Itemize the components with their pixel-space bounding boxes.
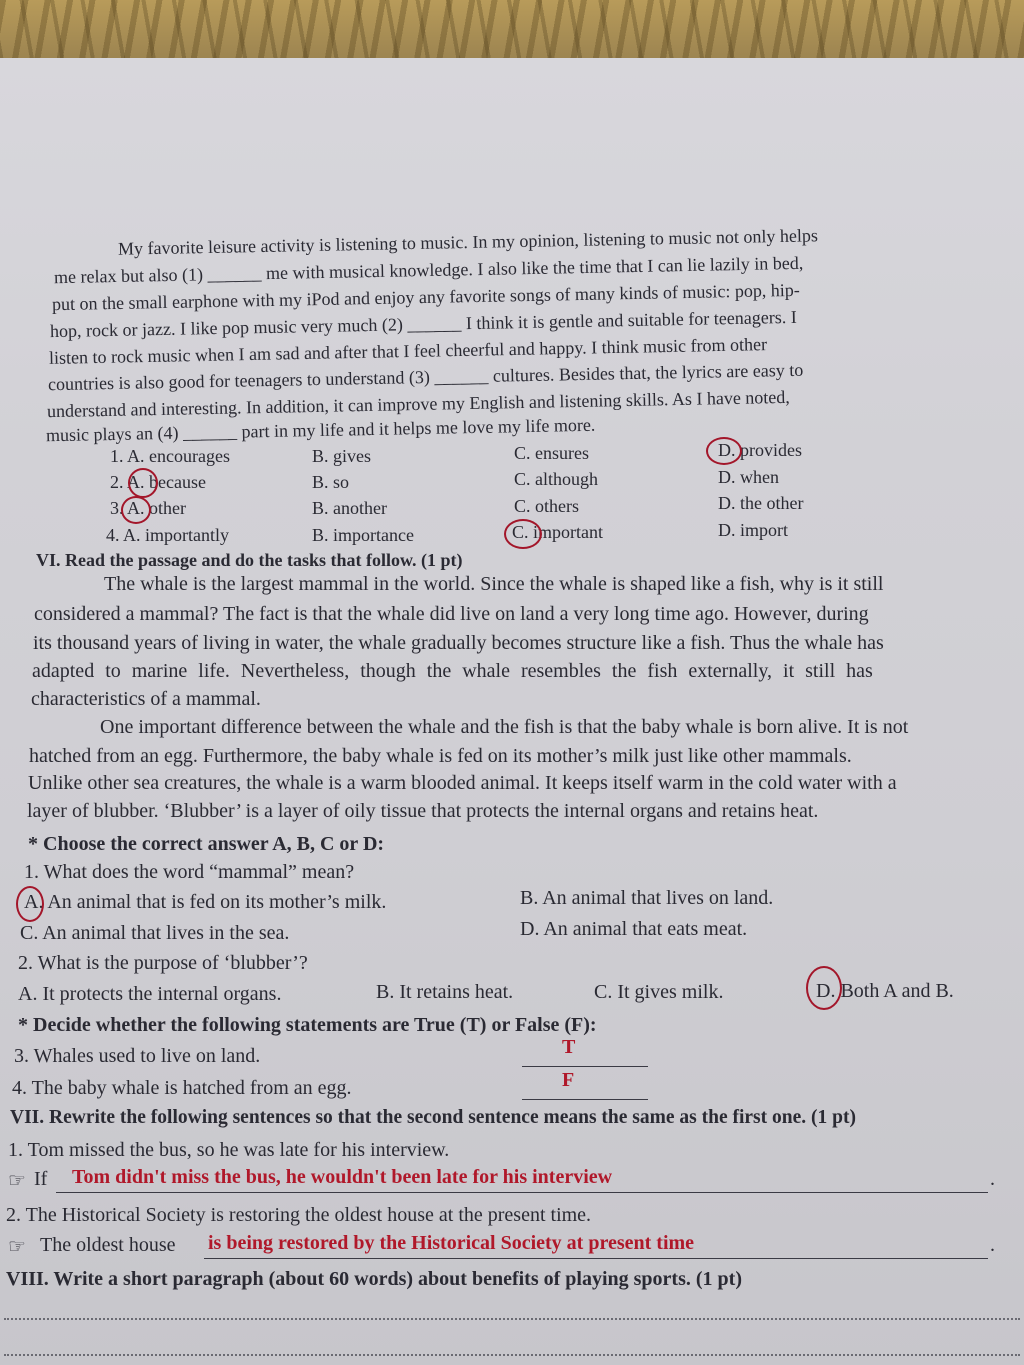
section6-line-6: One important difference between the whale and the fish is that the baby whale is born alive. It is not <box>100 716 909 738</box>
passage1-line-6: countries is also good for teenagers to understand (3) ______ cultures. Besides that, the lyrics are easy to <box>47 359 804 395</box>
rewrite-sentence-2: 2. The Historical Society is restoring the oldest house at the present time. <box>6 1204 592 1226</box>
section6-line-3: its thousand years of living in water, the whale gradually becomes structure like a fish. Thus the whale has <box>33 632 884 654</box>
rewrite-2-line <box>204 1258 988 1259</box>
section8-heading: VIII. Write a short paragraph (about 60 words) about benefits of playing sports. (1 pt) <box>6 1268 742 1290</box>
mcq-2-d: D. when <box>718 467 779 487</box>
question-1-c: C. An animal that lives in the sea. <box>20 922 290 944</box>
question-2-a: A. It protects the internal organs. <box>18 983 282 1005</box>
rewrite-1-answer: Tom didn't miss the bus, he wouldn't been late for his interview <box>72 1166 613 1188</box>
writing-line-1 <box>4 1318 1020 1320</box>
passage1-line-1: My favorite leisure activity is listening to music. In my opinion, listening to music not only helps <box>117 225 819 259</box>
rewrite-sentence-1: 1. Tom missed the bus, so he was late for his interview. <box>8 1139 450 1161</box>
mcq-2-c: C. although <box>514 469 598 489</box>
section6-line-5: characteristics of a mammal. <box>31 688 261 710</box>
answer-4: F <box>562 1069 575 1091</box>
section6-line-1: The whale is the largest mammal in the world. Since the whale is shaped like a fish, why is it still <box>104 573 884 595</box>
answer-3: T <box>562 1036 576 1058</box>
section7-heading: VII. Rewrite the following sentences so that the second sentence means the same as the first one. (1 pt) <box>10 1107 856 1128</box>
answer-4-line <box>522 1099 648 1100</box>
section6-line-9: layer of blubber. ‘Blubber’ is a layer of oily tissue that protects the internal organs and retains heat. <box>27 800 819 822</box>
pointing-hand-icon-2: ☞ <box>8 1236 26 1258</box>
answer-circle-q2d <box>806 966 842 1010</box>
rewrite-2-answer: is being restored by the Historical Society at present time <box>208 1232 695 1254</box>
mcq-3-c: C. others <box>514 496 579 516</box>
passage1-line-3: put on the small earphone with my iPod and enjoy any favorite songs of many kinds of music: pop, hip- <box>51 279 801 315</box>
question-1-a: A. An animal that is fed on its mother’s milk. <box>24 891 387 913</box>
mcq-3-b: B. another <box>312 498 387 518</box>
passage1-line-7: understand and interesting. In addition, it can improve my English and listening skills. As I have noted, <box>46 386 791 422</box>
section6-line-4: adapted to marine life. Nevertheless, though the whale resembles the fish externally, it still has <box>32 660 873 682</box>
passage1-line-8: music plays an (4) ______ part in my life and it helps me love my life more. <box>45 414 596 446</box>
question-2-b: B. It retains heat. <box>376 981 514 1003</box>
mcq-3-a: 3. A. other <box>110 498 186 518</box>
passage1-line-2: me relax but also (1) ______ me with musical knowledge. I also like the time that I can lie lazily in bed, <box>53 252 804 288</box>
mcq-1-a: 1. A. encourages <box>110 446 230 466</box>
writing-line-2 <box>4 1354 1020 1356</box>
mcq-2-a: 2. A. because <box>110 472 206 492</box>
question-1: 1. What does the word “mammal” mean? <box>24 861 355 883</box>
question-2-c: C. It gives milk. <box>594 981 724 1003</box>
mcq-4-a: 4. A. importantly <box>106 525 229 545</box>
question-2-d: D. Both A and B. <box>816 980 954 1002</box>
woven-mat-background <box>0 0 1024 62</box>
rewrite-1-line <box>56 1192 988 1193</box>
choose-heading: * Choose the correct answer A, B, C or D: <box>28 833 385 855</box>
mcq-3-d: D. the other <box>718 493 804 513</box>
mcq-1-c: C. ensures <box>514 443 589 463</box>
passage1-line-4: hop, rock or jazz. I like pop music very much (2) ______ I think it is gentle and suitable for teenagers. I <box>49 306 797 342</box>
section6-line-8: Unlike other sea creatures, the whale is a warm blooded animal. It keeps itself warm in the cold water with a <box>28 772 897 794</box>
section6-line-2: considered a mammal? The fact is that the whale did live on land a very long time ago. However, during <box>34 603 869 625</box>
answer-circle-q1a <box>16 886 44 922</box>
section6-line-7: hatched from an egg. Furthermore, the baby whale is fed on its mother’s milk just like other mammals. <box>29 745 852 767</box>
answer-circle-2a <box>128 468 158 498</box>
rewrite-1-period: . <box>990 1168 995 1190</box>
mcq-1-b: B. gives <box>312 446 372 466</box>
answer-3-line <box>522 1066 648 1067</box>
question-1-b: B. An animal that lives on land. <box>520 887 774 909</box>
section6-heading: VI. Read the passage and do the tasks that follow. (1 pt) <box>36 550 463 570</box>
statement-4: 4. The baby whale is hatched from an egg. <box>12 1077 352 1099</box>
answer-circle-3a <box>121 496 151 524</box>
statement-3: 3. Whales used to live on land. <box>14 1045 261 1067</box>
mcq-4-c: C. important <box>512 522 603 542</box>
rewrite-2-prefix: The oldest house <box>40 1234 176 1256</box>
passage1-line-5: listen to rock music when I am sad and after that I feel cheerful and happy. I think music from other <box>48 334 768 368</box>
answer-circle-4c <box>504 519 542 549</box>
mcq-1-d: D. provides <box>718 440 802 460</box>
question-1-d: D. An animal that eats meat. <box>520 918 748 940</box>
question-2: 2. What is the purpose of ‘blubber’? <box>18 952 308 974</box>
rewrite-1-prefix: If <box>34 1168 48 1190</box>
rewrite-2-period: . <box>990 1234 995 1256</box>
pointing-hand-icon: ☞ <box>8 1170 26 1192</box>
mcq-4-d: D. import <box>718 520 788 540</box>
true-false-heading: * Decide whether the following statements are True (T) or False (F): <box>18 1014 597 1036</box>
answer-circle-1d <box>706 437 742 465</box>
mcq-2-b: B. so <box>312 472 350 492</box>
mcq-4-b: B. importance <box>312 525 414 545</box>
